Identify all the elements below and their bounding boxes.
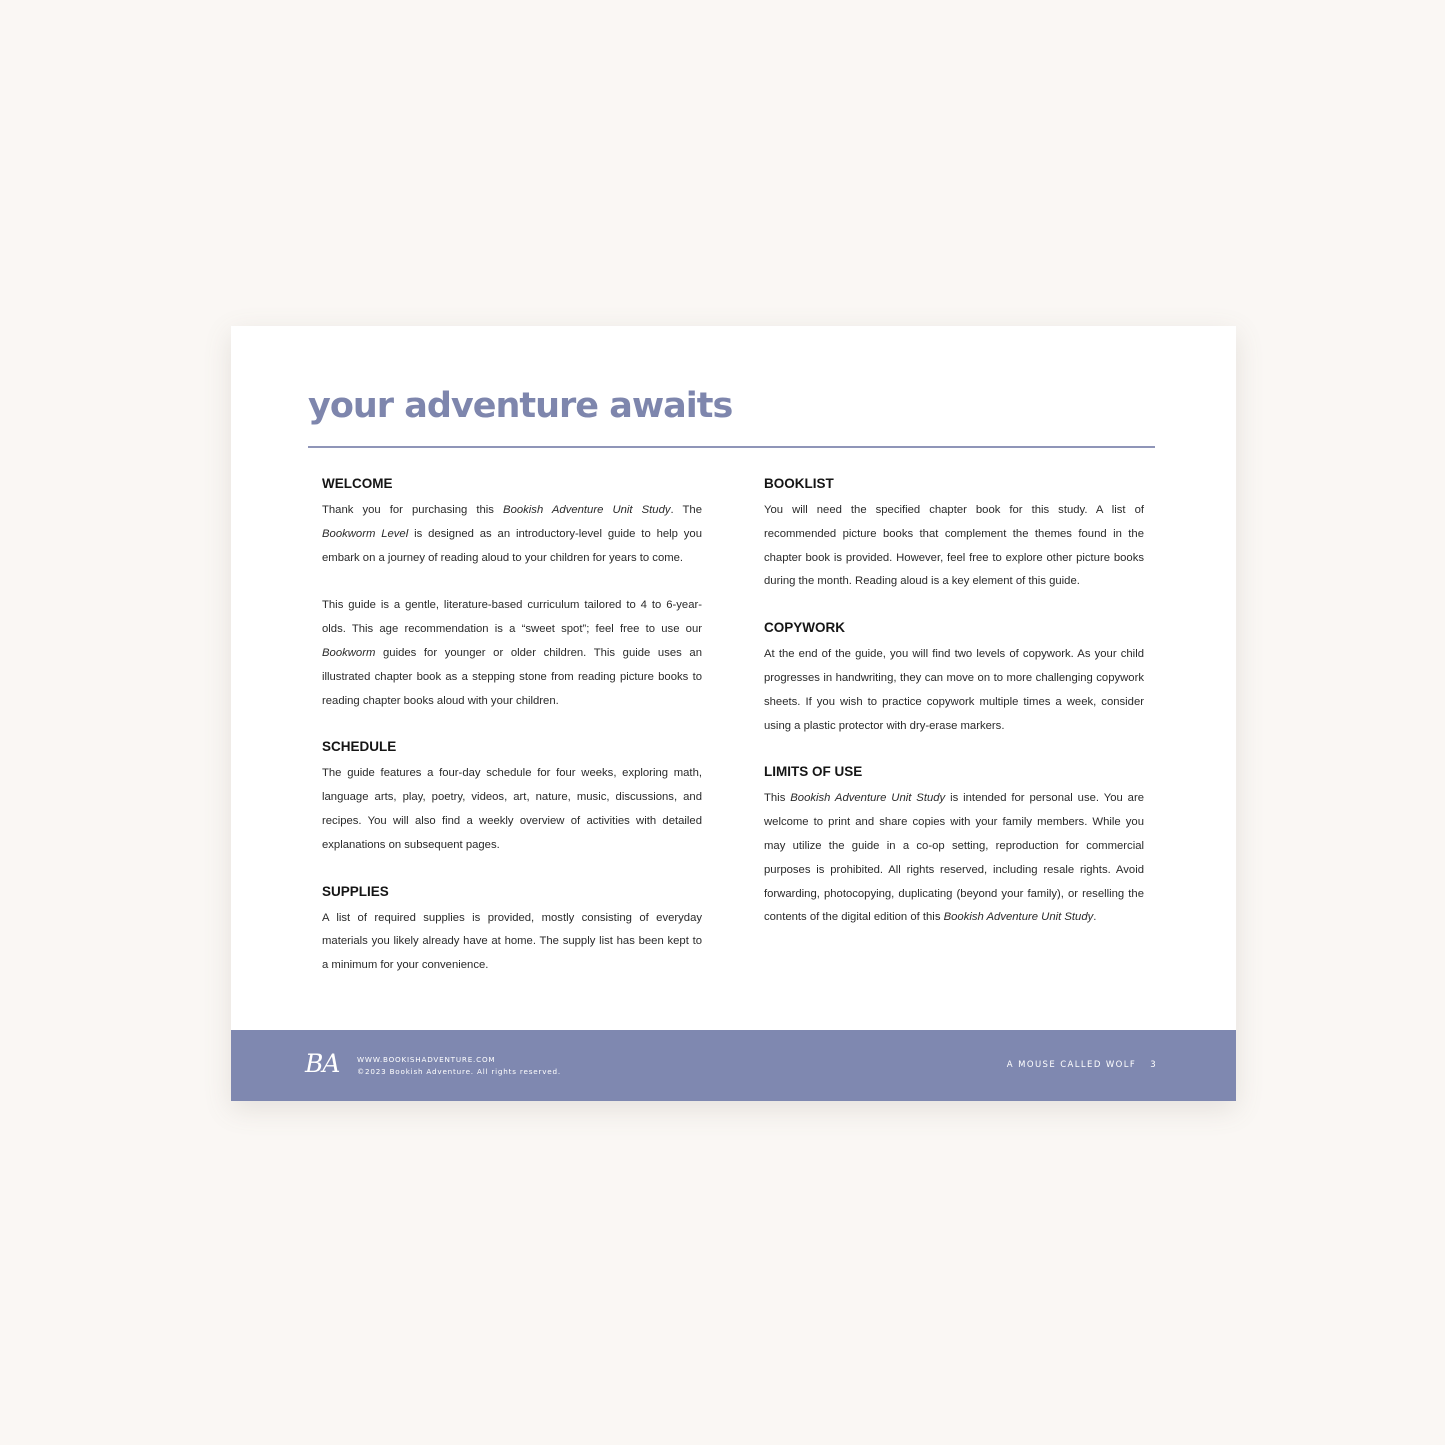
section-limits-of-use: [764, 762, 1144, 930]
text-run: This: [764, 792, 791, 805]
section-booklist: [764, 474, 1144, 594]
text-run: is intended for personal use. You are welcome to print and share copies with your family members. While you may utilize the guide in a co-op setting, reproduction for commercial purposes is prohibited. All rights reserved, including resale rights. Avoid forwarding, photocopying, duplicating (beyond your family), or reselling the contents of the digital edition of this: [764, 792, 1145, 924]
section-welcome: [322, 474, 702, 713]
section-paragraph: [764, 787, 1144, 930]
text-run: guides for younger or older children. This guide uses an illustrated chapter book as a stepping stone from reading picture books to reading chapter books aloud with your children.: [322, 646, 702, 707]
left-column: [322, 474, 702, 1002]
section-heading: WELCOME: [322, 476, 393, 491]
section-paragraph: [322, 499, 702, 570]
italic-text: Bookworm: [322, 646, 376, 659]
section-heading: LIMITS OF USE: [764, 764, 863, 780]
section-copywork: [764, 618, 1144, 738]
section-paragraph: [764, 499, 1144, 594]
right-column: [764, 474, 1144, 954]
text-run: The guide features a four-day schedule for four weeks, exploring math, language arts, play, poetry, videos, art, nature, music, discussions, and recipes. You will also find a weekly overview of activities with detailed explanations on subsequent pages.: [322, 767, 702, 851]
italic-text: Bookworm Level: [322, 527, 409, 540]
section-heading: SUPPLIES: [322, 883, 389, 899]
footer-book-title: A MOUSE CALLED WOLF: [1006, 1060, 1137, 1070]
text-run: is designed as an introductory-level guide to help you embark on a journey of reading aloud to your children for years to come.: [322, 527, 702, 564]
document-page: [231, 326, 1236, 1101]
text-run: Thank you for purchasing this: [322, 504, 504, 516]
footer-right: [1007, 1060, 1157, 1070]
section-heading: COPYWORK: [764, 620, 845, 636]
title-divider: [308, 446, 1155, 448]
text-run: At the end of the guide, you will find two levels of copywork. As your child progresses in handwriting, they can move on to more challenging copywork sheets. If you wish to practice copywork multiple times a week, consider using a plastic protector with dry-erase markers.: [764, 648, 1144, 732]
text-run: .: [1093, 911, 1097, 924]
section-paragraph: [322, 762, 702, 857]
brand-logo: BA: [305, 1049, 340, 1078]
page-footer: [231, 1030, 1236, 1101]
italic-text: Bookish Adventure Unit Study: [503, 504, 671, 516]
section-paragraph: [764, 643, 1144, 738]
text-run: . The: [670, 504, 702, 516]
page-number: 3: [1150, 1060, 1157, 1070]
text-run: A list of required supplies is provided, mostly consisting of everyday materials you likely already have at home. The supply list has been kept to a minimum for your convenience.: [322, 911, 702, 972]
section-schedule: [322, 737, 702, 857]
footer-copyright: ©2023 Bookish Adventure. All rights reserved.: [357, 1067, 561, 1076]
section-heading: BOOKLIST: [764, 476, 834, 491]
text-run: You will need the specified chapter book for this study. A list of recommended picture books that complement the themes found in the chapter book is provided. However, feel free to explore other picture books during the month. Reading aloud is a key element of this guide.: [764, 504, 1144, 588]
footer-meta: [357, 1054, 561, 1078]
footer-website: WWW.BOOKISHADVENTURE.COM: [357, 1055, 496, 1064]
section-supplies: [322, 882, 702, 978]
section-paragraph: [322, 594, 702, 713]
section-paragraph: [322, 907, 702, 978]
italic-text: Bookish Adventure Unit Study: [790, 792, 946, 805]
section-heading: SCHEDULE: [322, 739, 397, 755]
text-run: This guide is a gentle, literature-based curriculum tailored to 4 to 6-year-olds. This age recommendation is a “sweet spot”; feel free to use our: [322, 599, 702, 636]
page-title: your adventure awaits: [308, 386, 733, 426]
italic-text: Bookish Adventure Unit Study: [943, 911, 1094, 924]
